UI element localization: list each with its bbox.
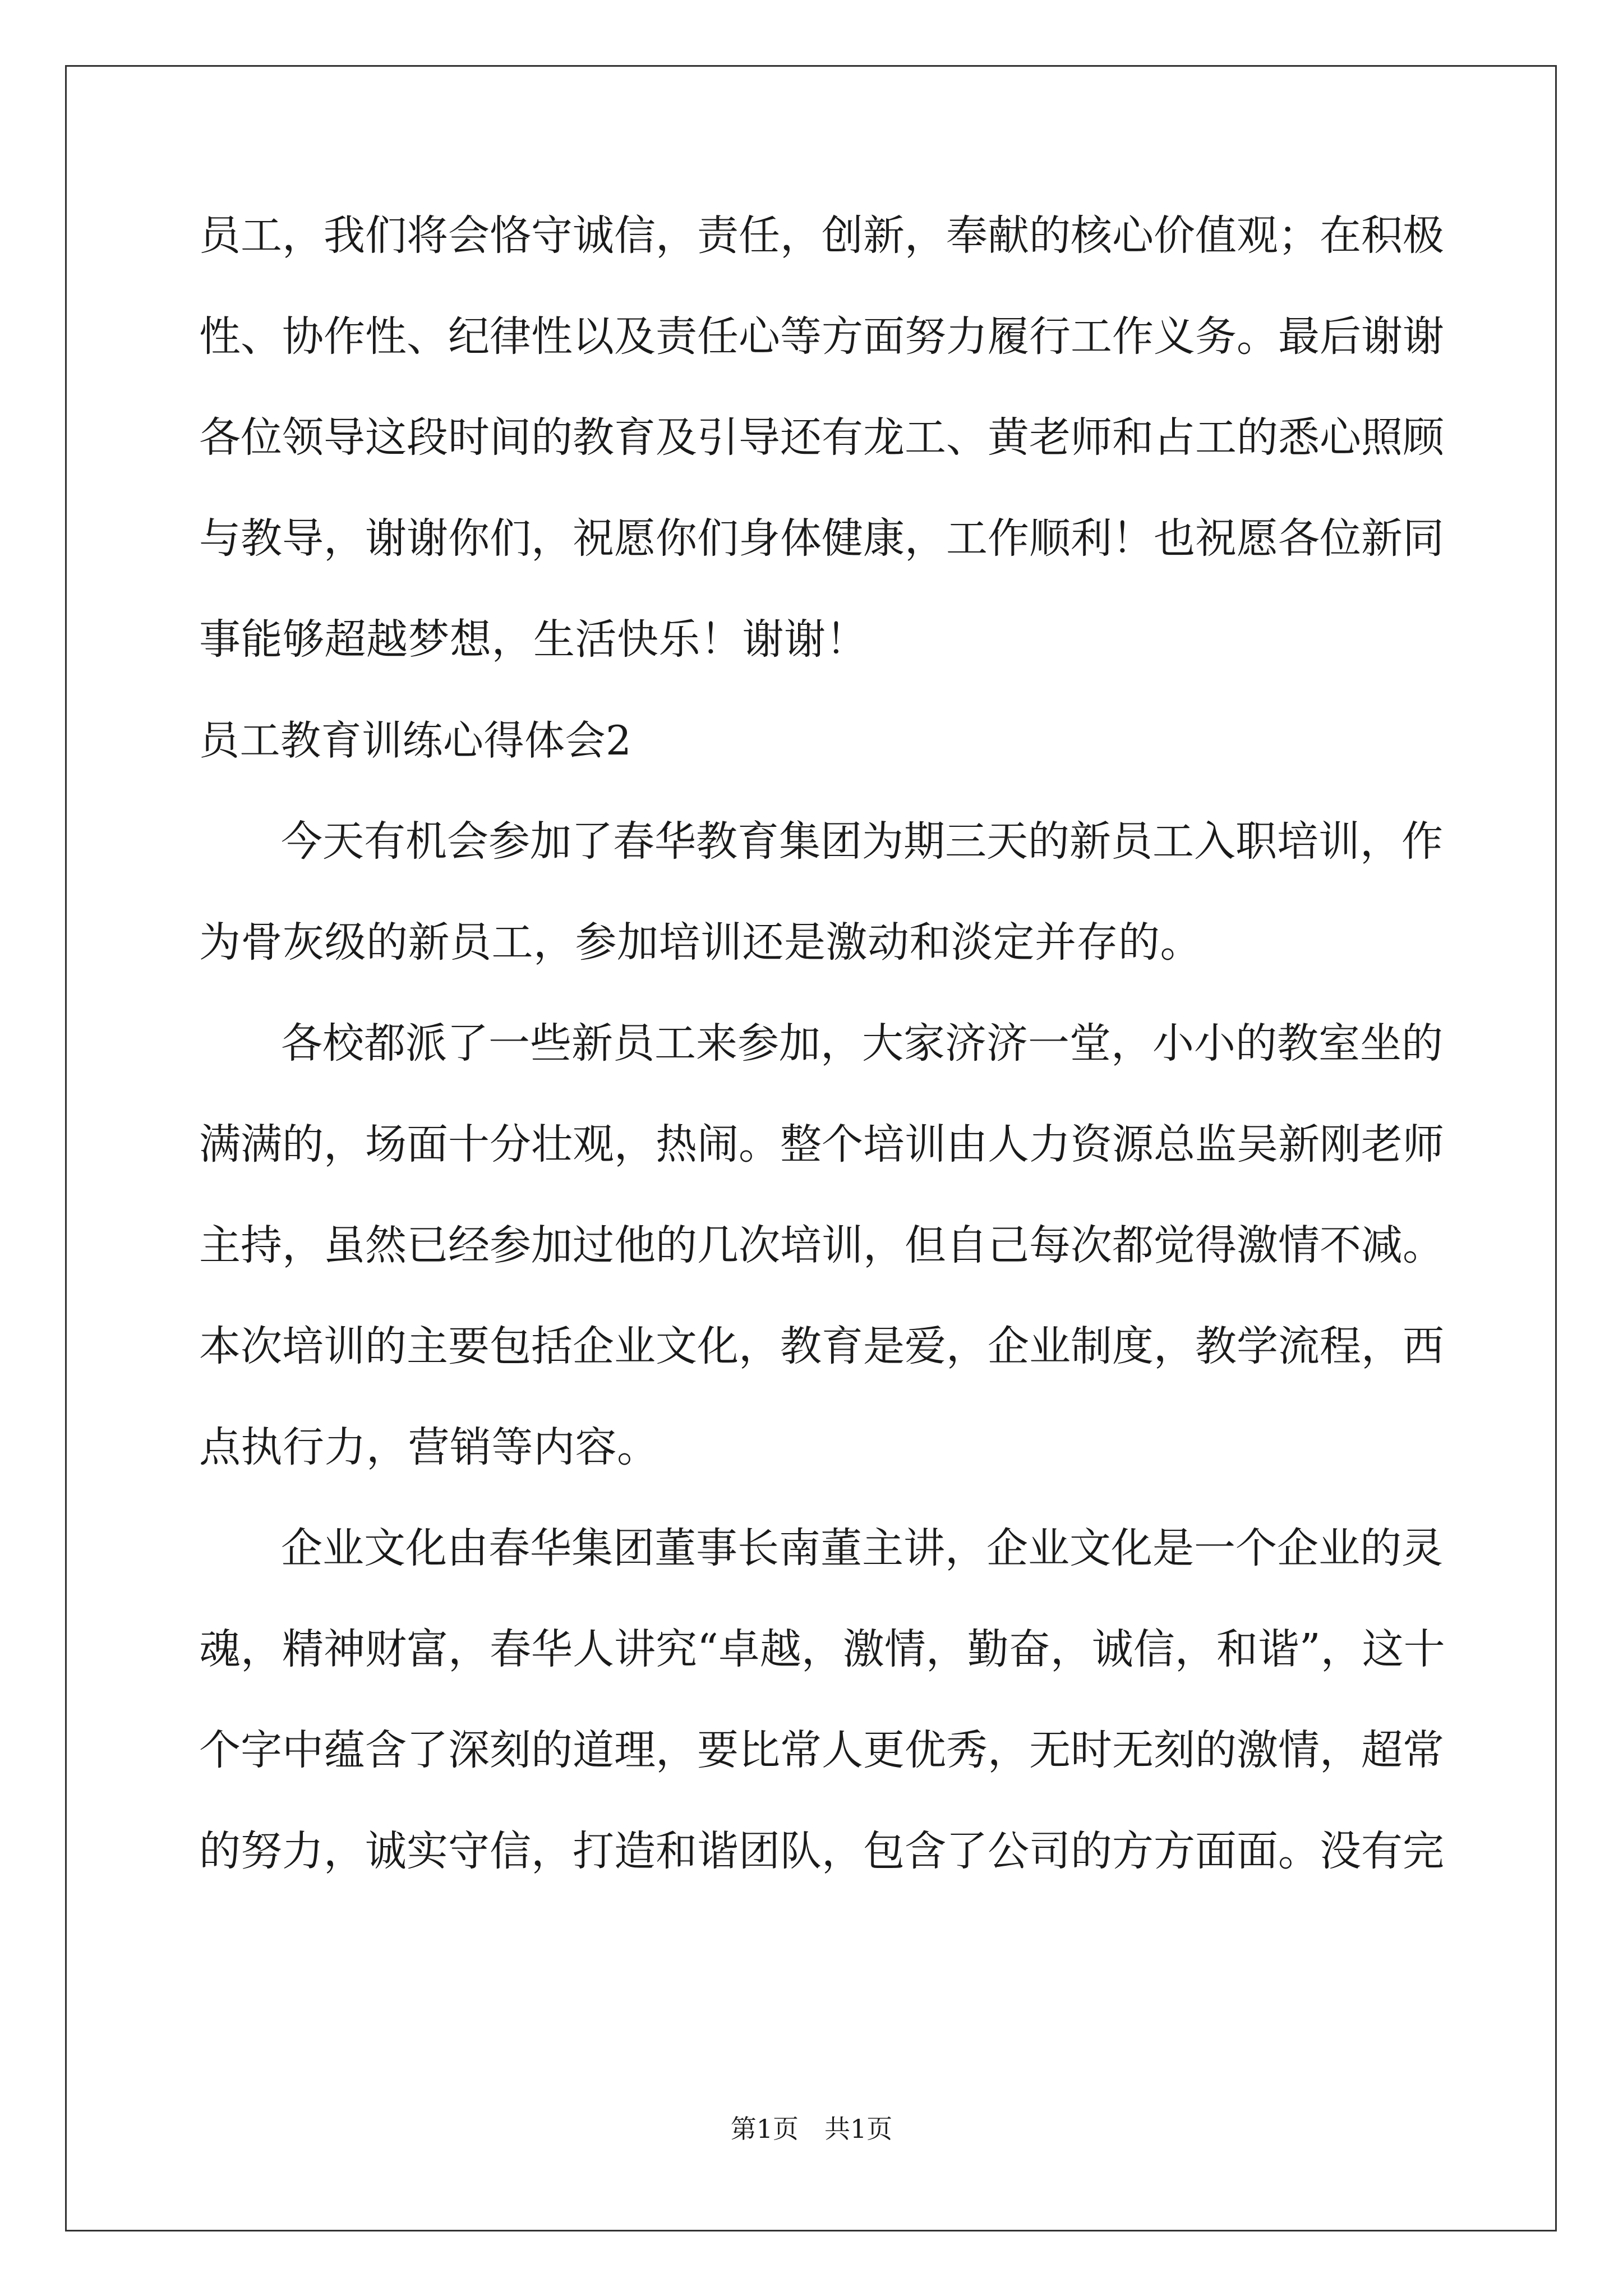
text-line: 点执行力，营销等内容。 <box>199 1423 659 1471</box>
text-line: 为骨灰级的新员工，参加培训还是激动和淡定并存的。 <box>199 918 1202 967</box>
text-line: 事能够超越梦想，生活快乐！谢谢！ <box>199 615 868 664</box>
text-line: 本 次 培 训 的 主 要 包 括 企 业 文 化 ， 教 育 是 爱 ， 企 业 制 度 ， 教 学 流 程 ， 西 <box>199 1322 1444 1370</box>
text-line: 员 工 ， 我 们 将 会 恪 守 诚 信 ， 责 任 ， 创 新 ， 奉 献 的 核 心 价 值 观 ； 在 积 极 <box>199 211 1444 260</box>
section-heading: 员工教育训练心得体会2 <box>199 717 632 764</box>
text-line: 主 持 ， 虽 然 已 经 参 加 过 他 的 几 次 培 训 ， 但 自 己 每 次 都 觉 得 激 情 不 减 。 <box>199 1221 1444 1269</box>
text-line: 与 教 导 ， 谢 谢 你 们 ， 祝 愿 你 们 身 体 健 康 ， 工 作 顺 利 ！ 也 祝 愿 各 位 新 同 <box>199 514 1444 563</box>
text-line: 企 业 文 化 由 春 华 集 团 董 事 长 南 董 主 讲 ， 企 业 文 化 是 一 个 企 业 的 灵 <box>281 1524 1443 1572</box>
text-line: 满 满 的 ， 场 面 十 分 壮 观 ， 热 闹 。 整 个 培 训 由 人 力 资 源 总 监 吴 新 刚 老 师 <box>199 1120 1444 1168</box>
page-footer: 第1页 共1页 <box>730 2114 893 2144</box>
text-line: 魂 ， 精 神 财 富 ， 春 华 人 讲 究 “ 卓 越 ， 激 情 ， 勤 奋 ， 诚 信 ， 和 谐 ” ， 这 十 <box>199 1625 1445 1673</box>
text-line: 各 校 都 派 了 一 些 新 员 工 来 参 加 ， 大 家 济 济 一 堂 ， 小 小 的 教 室 坐 的 <box>281 1019 1443 1068</box>
text-line: 各 位 领 导 这 段 时 间 的 教 育 及 引 导 还 有 龙 工 、 黄 老 师 和 占 工 的 悉 心 照 顾 <box>199 413 1444 462</box>
text-line: 今 天 有 机 会 参 加 了 春 华 教 育 集 团 为 期 三 天 的 新 员 工 入 职 培 训 ， 作 <box>281 817 1443 866</box>
text-line: 个 字 中 蕴 含 了 深 刻 的 道 理 ， 要 比 常 人 更 优 秀 ， 无 时 无 刻 的 激 情 ， 超 常 <box>199 1726 1444 1774</box>
text-line: 的 努 力 ， 诚 实 守 信 ， 打 造 和 谐 团 队 ， 包 含 了 公 司 的 方 方 面 面 。 没 有 完 <box>199 1827 1444 1875</box>
text-line: 性 、 协 作 性 、 纪 律 性 以 及 责 任 心 等 方 面 努 力 履 行 工 作 义 务 。 最 后 谢 谢 <box>199 312 1444 361</box>
